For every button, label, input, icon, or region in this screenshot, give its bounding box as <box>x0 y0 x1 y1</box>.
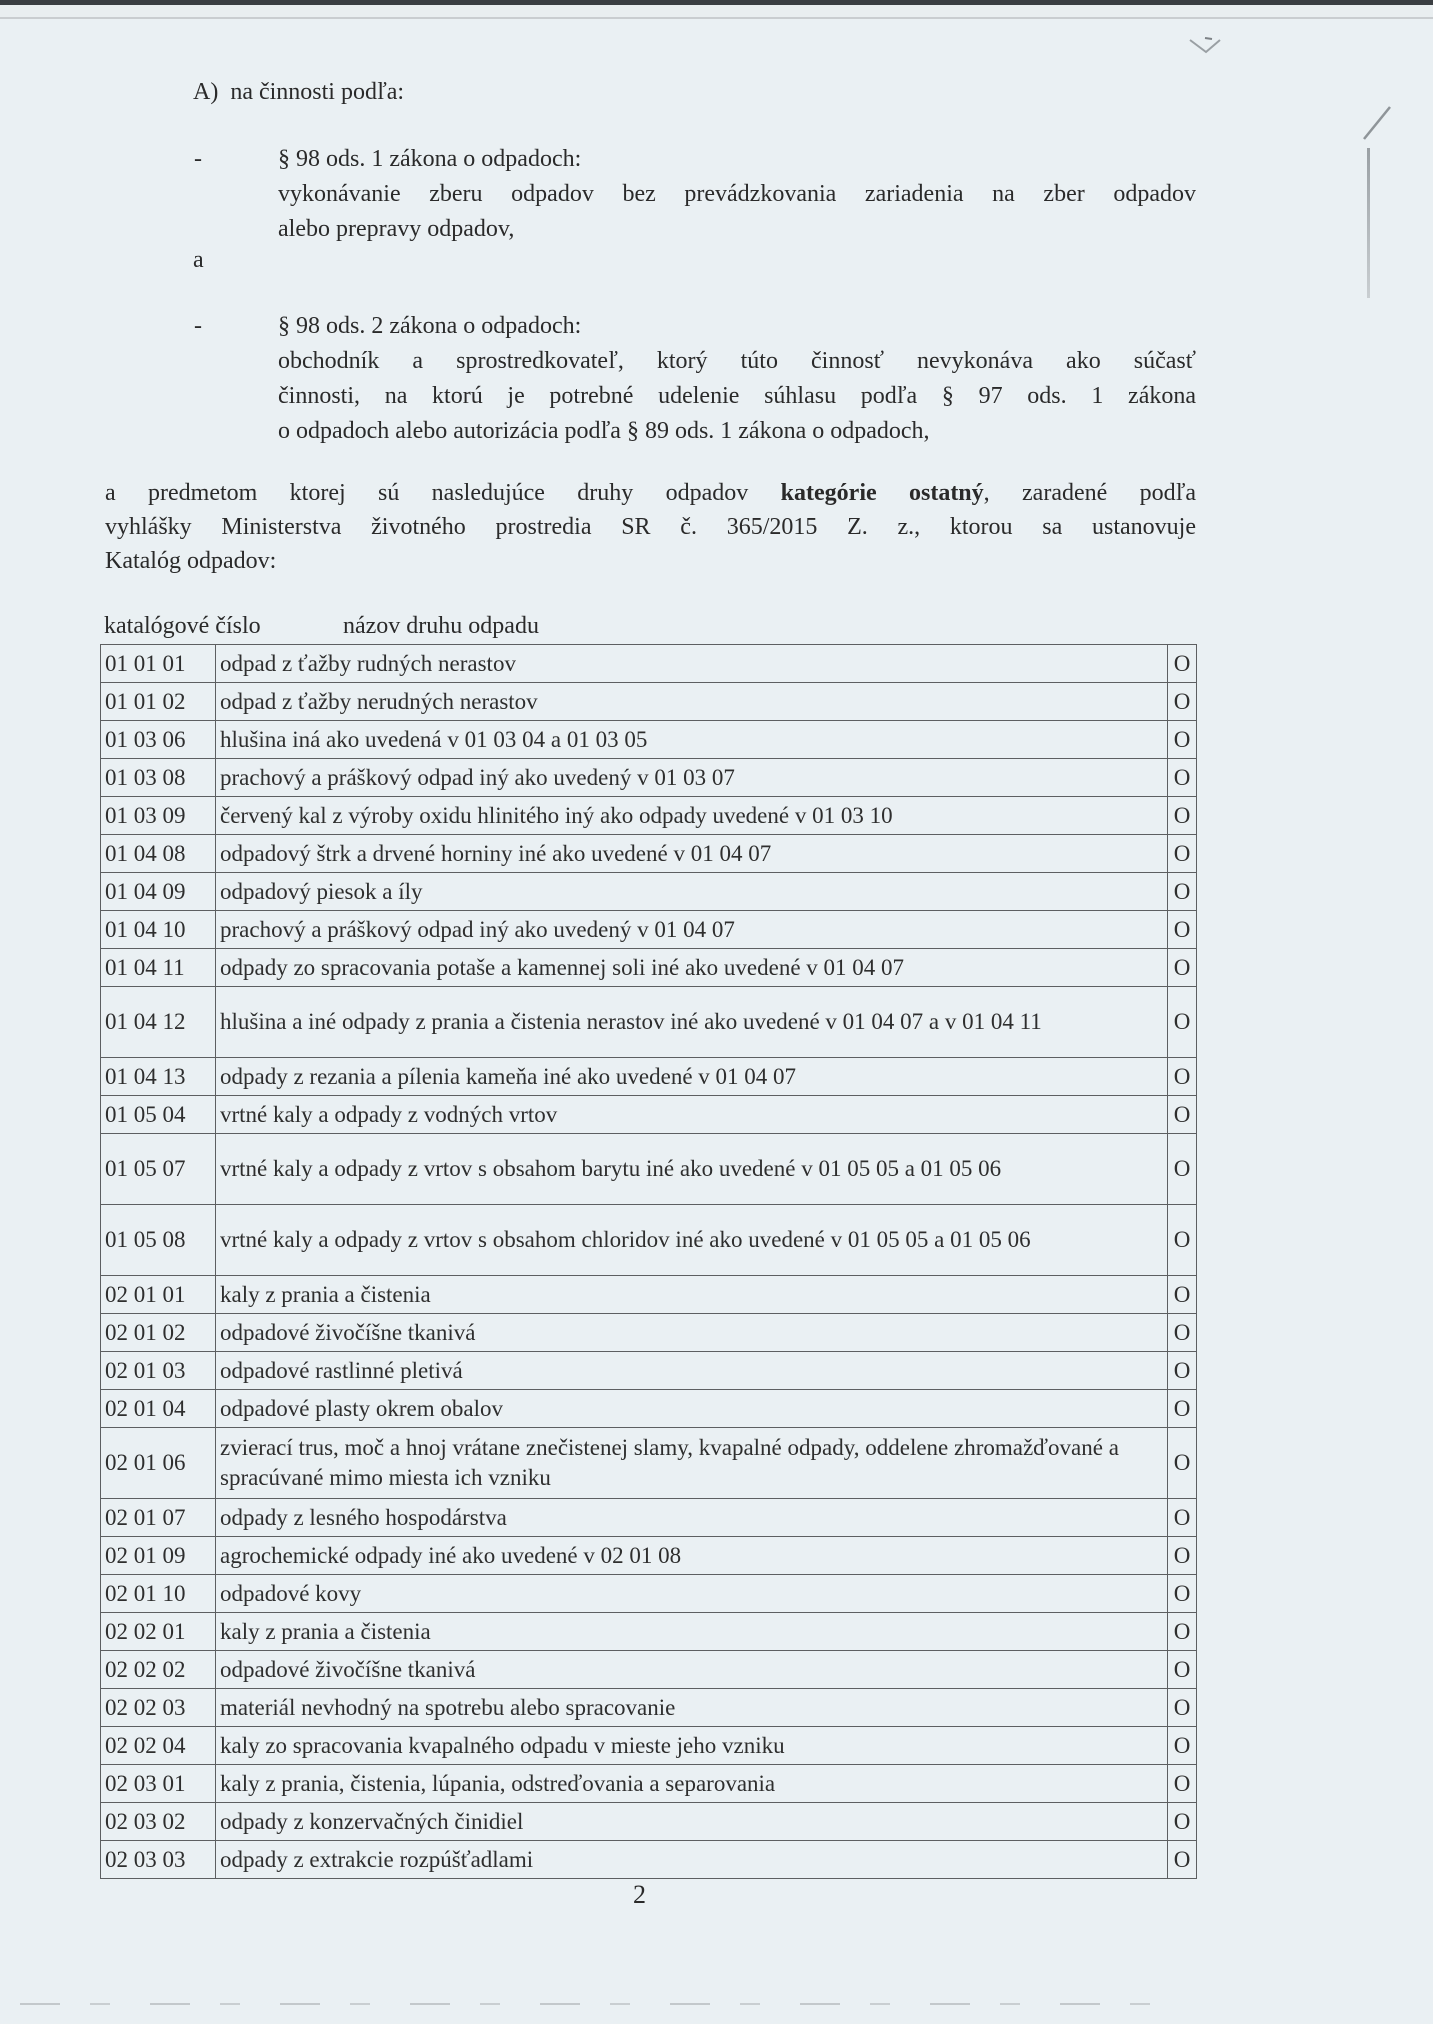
waste-name-cell: odpady z rezania a pílenia kameňa iné ako uvedené v 01 04 07 <box>216 1058 1168 1096</box>
waste-code-cell: 02 01 01 <box>101 1276 216 1314</box>
table-row <box>101 1428 1197 1499</box>
waste-category-cell: O <box>1168 949 1197 987</box>
waste-name-cell: odpady z extrakcie rozpúšťadlami <box>216 1841 1168 1879</box>
waste-name-cell: vrtné kaly a odpady z vodných vrtov <box>216 1096 1168 1134</box>
bullet-text-line: vykonávanie zberu odpadov bez prevádzkovania zariadenia na zber odpadov <box>278 181 1196 207</box>
waste-name-cell: odpad z ťažby rudných nerastov <box>216 645 1168 683</box>
waste-code-cell: 02 01 06 <box>101 1428 216 1499</box>
bullet-dash: - <box>194 146 202 172</box>
paragraph-line: vyhlášky Ministerstva životného prostredia SR č. 365/2015 Z. z., ktorou sa ustanovuje <box>105 514 1196 540</box>
bullet-dash: - <box>194 313 202 339</box>
table-row <box>101 1352 1197 1390</box>
table-row <box>101 1499 1197 1537</box>
scan-bottom-artifacts <box>20 2003 1170 2005</box>
margin-line <box>1367 148 1370 298</box>
table-row <box>101 949 1197 987</box>
table-row <box>101 1689 1197 1727</box>
waste-code-cell: 01 01 01 <box>101 645 216 683</box>
waste-code-cell: 01 05 08 <box>101 1205 216 1276</box>
bullet-text-line: obchodník a sprostredkovateľ, ktorý túto činnosť nevykonáva ako súčasť <box>278 348 1196 374</box>
waste-code-cell: 02 01 02 <box>101 1314 216 1352</box>
waste-name-cell: hlušina a iné odpady z prania a čistenia nerastov iné ako uvedené v 01 04 07 a v 01 04 11 <box>216 987 1168 1058</box>
waste-category-cell: O <box>1168 1205 1197 1276</box>
waste-name-cell: prachový a práškový odpad iný ako uvedený v 01 03 07 <box>216 759 1168 797</box>
waste-code-cell: 01 03 09 <box>101 797 216 835</box>
waste-name-cell: odpadový piesok a íly <box>216 873 1168 911</box>
paragraph-line: Katalóg odpadov: <box>105 548 277 574</box>
waste-category-cell: O <box>1168 1096 1197 1134</box>
page-number: 2 <box>633 1880 646 1909</box>
waste-name-cell: agrochemické odpady iné ako uvedené v 02 01 08 <box>216 1537 1168 1575</box>
table-row <box>101 1276 1197 1314</box>
table-row <box>101 683 1197 721</box>
table-row <box>101 797 1197 835</box>
table-row <box>101 1613 1197 1651</box>
waste-category-cell: O <box>1168 1314 1197 1352</box>
waste-code-cell: 02 01 09 <box>101 1537 216 1575</box>
waste-code-cell: 01 01 02 <box>101 683 216 721</box>
waste-category-cell: O <box>1168 1803 1197 1841</box>
waste-code-cell: 01 05 07 <box>101 1134 216 1205</box>
waste-code-cell: 01 03 06 <box>101 721 216 759</box>
table-row <box>101 1205 1197 1276</box>
waste-category-cell: O <box>1168 1352 1197 1390</box>
waste-name-cell: hlušina iná ako uvedená v 01 03 04 a 01 03 05 <box>216 721 1168 759</box>
waste-category-cell: O <box>1168 797 1197 835</box>
waste-category-cell: O <box>1168 1689 1197 1727</box>
waste-name-cell: vrtné kaly a odpady z vrtov s obsahom barytu iné ako uvedené v 01 05 05 a 01 05 06 <box>216 1134 1168 1205</box>
bullet-text-line: o odpadoch alebo autorizácia podľa § 89 ods. 1 zákona o odpadoch, <box>278 418 930 444</box>
waste-code-cell: 01 04 08 <box>101 835 216 873</box>
waste-category-cell: O <box>1168 1134 1197 1205</box>
waste-category-cell: O <box>1168 1499 1197 1537</box>
waste-category-cell: O <box>1168 987 1197 1058</box>
waste-name-cell: odpadové živočíšne tkanivá <box>216 1314 1168 1352</box>
table-row <box>101 1841 1197 1879</box>
waste-name-cell: odpadový štrk a drvené horniny iné ako uvedené v 01 04 07 <box>216 835 1168 873</box>
table-row <box>101 835 1197 873</box>
waste-category-cell: O <box>1168 721 1197 759</box>
waste-category-cell: O <box>1168 1428 1197 1499</box>
waste-code-cell: 02 03 03 <box>101 1841 216 1879</box>
table-row <box>101 1727 1197 1765</box>
waste-category-cell: O <box>1168 759 1197 797</box>
category-emphasis: kategórie ostatný <box>780 480 984 506</box>
table-row <box>101 1058 1197 1096</box>
waste-code-cell: 02 02 03 <box>101 1689 216 1727</box>
waste-code-cell: 01 04 09 <box>101 873 216 911</box>
waste-category-cell: O <box>1168 1058 1197 1096</box>
waste-name-cell: materiál nevhodný na spotrebu alebo spracovanie <box>216 1689 1168 1727</box>
table-row <box>101 987 1197 1058</box>
waste-name-cell: prachový a práškový odpad iný ako uvedený v 01 04 07 <box>216 911 1168 949</box>
column-header-code: katalógové číslo <box>104 613 261 639</box>
waste-code-cell: 01 05 04 <box>101 1096 216 1134</box>
bullet-title: § 98 ods. 2 zákona o odpadoch: <box>278 313 582 339</box>
waste-name-cell: kaly zo spracovania kvapalného odpadu v mieste jeho vzniku <box>216 1727 1168 1765</box>
waste-code-cell: 02 03 02 <box>101 1803 216 1841</box>
table-row <box>101 1575 1197 1613</box>
waste-name-cell: odpady z konzervačných činidiel <box>216 1803 1168 1841</box>
waste-code-cell: 02 02 02 <box>101 1651 216 1689</box>
waste-name-cell: kaly z prania a čistenia <box>216 1613 1168 1651</box>
connector-text: a <box>193 247 204 273</box>
table-row <box>101 911 1197 949</box>
waste-code-cell: 02 01 04 <box>101 1390 216 1428</box>
table-row <box>101 721 1197 759</box>
waste-category-cell: O <box>1168 1390 1197 1428</box>
waste-category-cell: O <box>1168 1727 1197 1765</box>
waste-code-cell: 02 01 07 <box>101 1499 216 1537</box>
waste-code-cell: 01 03 08 <box>101 759 216 797</box>
table-row <box>101 1096 1197 1134</box>
waste-name-cell: červený kal z výroby oxidu hlinitého iný ako odpady uvedené v 01 03 10 <box>216 797 1168 835</box>
waste-category-cell: O <box>1168 1651 1197 1689</box>
section-label: A) <box>193 79 219 105</box>
waste-name-cell: kaly z prania a čistenia <box>216 1276 1168 1314</box>
waste-name-cell: kaly z prania, čistenia, lúpania, odstreďovania a separovania <box>216 1765 1168 1803</box>
waste-name-cell: odpady zo spracovania potaše a kamennej soli iné ako uvedené v 01 04 07 <box>216 949 1168 987</box>
waste-category-cell: O <box>1168 1276 1197 1314</box>
table-row <box>101 1134 1197 1205</box>
paragraph-text: a predmetom ktorej sú nasledujúce druhy odpadov <box>105 480 749 506</box>
scan-fold-line <box>0 17 1433 19</box>
table-row <box>101 1651 1197 1689</box>
waste-category-cell: O <box>1168 1841 1197 1879</box>
table-row <box>101 1537 1197 1575</box>
waste-category-cell: O <box>1168 1537 1197 1575</box>
table-row <box>101 1314 1197 1352</box>
bullet-text-line: činnosti, na ktorú je potrebné udelenie súhlasu podľa § 97 ods. 1 zákona <box>278 383 1196 409</box>
table-row <box>101 645 1197 683</box>
handwritten-slash-mark-icon <box>1362 105 1392 141</box>
waste-name-cell: odpadové plasty okrem obalov <box>216 1390 1168 1428</box>
waste-code-cell: 02 02 04 <box>101 1727 216 1765</box>
waste-name-cell: odpady z lesného hospodárstva <box>216 1499 1168 1537</box>
table-row <box>101 1390 1197 1428</box>
waste-category-cell: O <box>1168 911 1197 949</box>
waste-category-cell: O <box>1168 873 1197 911</box>
waste-name-cell: vrtné kaly a odpady z vrtov s obsahom chloridov iné ako uvedené v 01 05 05 a 01 05 06 <box>216 1205 1168 1276</box>
handwritten-check-mark-icon <box>1188 36 1224 58</box>
waste-code-cell: 01 04 12 <box>101 987 216 1058</box>
waste-category-cell: O <box>1168 1575 1197 1613</box>
waste-name-cell: odpadové živočíšne tkanivá <box>216 1651 1168 1689</box>
waste-code-cell: 02 03 01 <box>101 1765 216 1803</box>
waste-name-cell: odpad z ťažby nerudných nerastov <box>216 683 1168 721</box>
table-row <box>101 873 1197 911</box>
waste-code-cell: 02 01 03 <box>101 1352 216 1390</box>
table-row <box>101 1765 1197 1803</box>
waste-code-cell: 01 04 10 <box>101 911 216 949</box>
waste-category-cell: O <box>1168 835 1197 873</box>
waste-category-cell: O <box>1168 1613 1197 1651</box>
waste-code-cell: 01 04 13 <box>101 1058 216 1096</box>
table-row <box>101 759 1197 797</box>
table-row <box>101 1803 1197 1841</box>
scan-top-edge <box>0 0 1433 5</box>
waste-code-cell: 02 02 01 <box>101 1613 216 1651</box>
column-header-name: názov druhu odpadu <box>343 613 539 639</box>
bullet-title: § 98 ods. 1 zákona o odpadoch: <box>278 146 582 172</box>
waste-code-cell: 01 04 11 <box>101 949 216 987</box>
bullet-text-line: alebo prepravy odpadov, <box>278 216 515 242</box>
waste-name-cell: odpadové rastlinné pletivá <box>216 1352 1168 1390</box>
paragraph-text: , zaradené podľa <box>983 480 1197 506</box>
waste-name-cell: odpadové kovy <box>216 1575 1168 1613</box>
waste-category-cell: O <box>1168 645 1197 683</box>
waste-catalog-table <box>100 644 1197 1879</box>
waste-category-cell: O <box>1168 683 1197 721</box>
section-heading-text: na činnosti podľa: <box>230 79 405 105</box>
waste-name-cell: zvierací trus, moč a hnoj vrátane znečistenej slamy, kvapalné odpady, oddelene zhromažďované a spracúvané mimo miesta ich vzniku <box>216 1428 1168 1499</box>
waste-category-cell: O <box>1168 1765 1197 1803</box>
section-heading <box>193 75 404 110</box>
paragraph-line <box>105 476 1196 511</box>
waste-code-cell: 02 01 10 <box>101 1575 216 1613</box>
